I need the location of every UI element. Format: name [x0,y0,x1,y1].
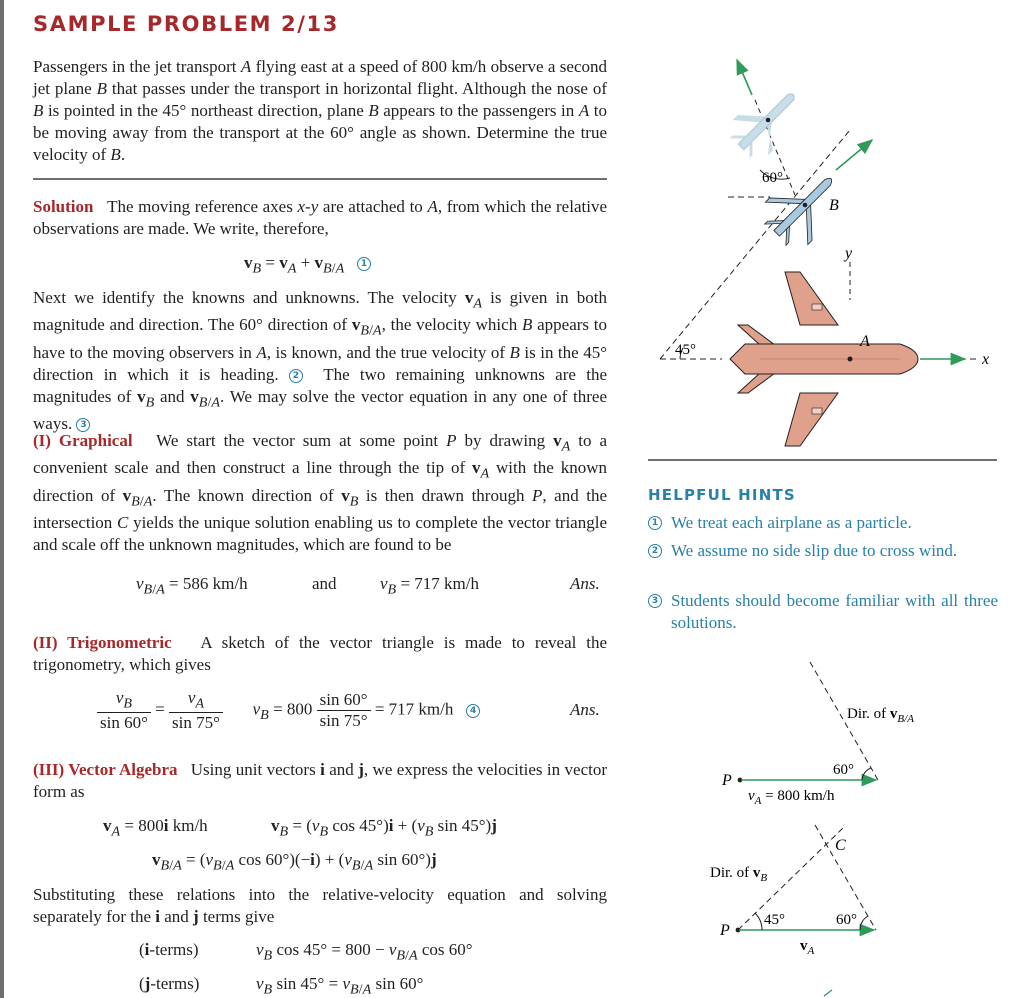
label-y: y [845,245,853,262]
eq-vb: $v_B = (v_B$ $\cos 45^\circ)i + (v_B$ sin 45°)j [271,816,497,840]
trig-equation: $\frac{v_B}{\sin 60^\circ}$ = $\frac{v_A}{\sin 75^\circ}$ $v_B = 800$ $\frac{\sin 60^\circ}{\sin 75^\circ}$ = 717 km/h 4 [97,688,480,733]
angle-45-lower-label: 45° [764,912,785,928]
ans-label-2: Ans. [570,700,600,719]
label-x: x [982,351,990,368]
angle-45-label: 45° [675,342,696,358]
helpful-hints-title: HELPFUL HINTS [648,486,796,504]
vector-paragraph: (III) Vector Algebra Using unit vectors i and j, we express the velocities in vector form as [33,760,608,801]
i-terms-label: (i-terms) [139,940,199,959]
problem-statement: Passengers in the jet transport A flying east at a speed of 800 km/h observe a second jet plane B that passes under the transport in horizontal flight. Although the nose of B is pointed in the 45° northeast direction, plane B appears to the passengers in A to be moving away from the transport at the 60° angle as shown. Determine the true velocity of B. [33,57,607,164]
va-800-label: $v_A = 800$ km/h [748,788,835,807]
equation-relative-velocity: $v_B = v_A + v_{B/A}$ 1 [244,253,371,277]
va-lower-label: $v_A$ [800,938,815,957]
solution-intro: Solution The moving reference axes x-y are attached to A, from which the relative observations are made. We write, therefore, [33,197,607,238]
trig-paragraph: (II) Trigonometric A sketch of the vector triangle is made to reveal the trigonometry, which gives [33,633,607,674]
angle-45-arc-lower [755,913,762,930]
partial-arrow-bottom [824,990,832,996]
hint-text-2: We assume no side slip due to cross wind. [671,541,958,560]
dir-vba-label: Dir. of $v_{B/A}$ [847,706,914,725]
hint-marker-2: 2 [289,369,303,383]
plane-ghost-icon [722,77,811,166]
point-c-label: C [835,837,846,854]
hint-marker-4: 4 [466,704,480,718]
knowns-paragraph: Next we identify the knowns and unknowns. The velocity $v_A$ is given in both magnitude and direction. The 60° direction of $v_{B/A}$, the velocity which B appears to have to the moving observers in A, is known, and the true velocity of B is in the 45° direction in which it is heading. 2 The two remaining unknowns are the magnitudes of $v_B$ and $v_{B/A}$. We may solve the vector equation in any one of three ways. 3 [33,288,608,434]
eq-va: $v_A = 800i$ km/h [103,816,208,840]
vector-triangle-figure [700,650,1000,998]
hint-number-2: 2 [648,544,662,558]
sample-problem-title: SAMPLE PROBLEM 2/13 [33,12,339,36]
airplanes-figure [640,40,1020,450]
graphical-paragraph: (I) Graphical We start the vector sum at some point P by drawing $v_A$ to a convenient scale and then construct a line through the tip of $v_A$ with the known direction of $v_{B/A}$. The known direction of $v_B$ is then drawn through P, and the intersection C yields the unique solution enabling us to complete the vector triangle and scale off the unknown magnitudes, which are found to be [33,431,608,555]
angle-60-lower-label: 60° [836,912,857,928]
angle-60-arc-upper [862,768,871,780]
j-terms-eq: $v_B$ $\sin 45^\circ = v_{B/A}$ sin 60° [256,974,424,998]
substitution-paragraph: Substituting these relations into the relative-velocity equation and solving separately for the i and j terms give [33,885,607,926]
p-upper-label: P [722,772,732,789]
hint-2 [648,540,998,562]
and-word: and [312,574,337,593]
label-b: B [829,197,839,214]
dir-vb-label: Dir. of $v_B$ [710,865,768,884]
hint-3 [648,590,998,634]
plane-a-icon [730,272,918,446]
eq-vba: $v_{B/A} = (v_{B/A}$ $\cos 60^\circ)(-i) + (v_{B/A}$ sin 60°)j [152,850,437,874]
label-a: A [860,333,870,350]
hint-1 [648,512,998,534]
velocity-b-arrow [836,140,872,170]
j-terms-label: (j-terms) [139,974,200,993]
hint-marker-1: 1 [357,257,371,271]
hint-number-3: 3 [648,594,662,608]
result-vba: $v_{B/A} = 586$ km/h [136,574,248,598]
hint-number-1: 1 [648,516,662,530]
angle-60-arc-lower [860,916,868,930]
section-divider [33,178,607,180]
hint-marker-3: 3 [76,418,90,432]
result-vb: $v_B = 717$ km/h [380,574,479,598]
angle-60-upper-label: 60° [833,762,854,778]
page-margin-bar [0,0,4,998]
hints-divider [648,459,997,461]
angle-60-label: 60° [762,170,783,186]
ans-label-1: Ans. [570,574,600,593]
hint-text-1: We treat each airplane as a particle. [671,513,912,532]
i-terms-eq: $v_B$ $\cos 45^\circ = 800 - v_{B/A}$ cos 60° [256,940,473,964]
ghost-velocity-arrow [737,60,752,95]
hint-text-3: Students should become familiar with all three solutions. [671,591,998,632]
p-lower-label: P [720,922,730,939]
